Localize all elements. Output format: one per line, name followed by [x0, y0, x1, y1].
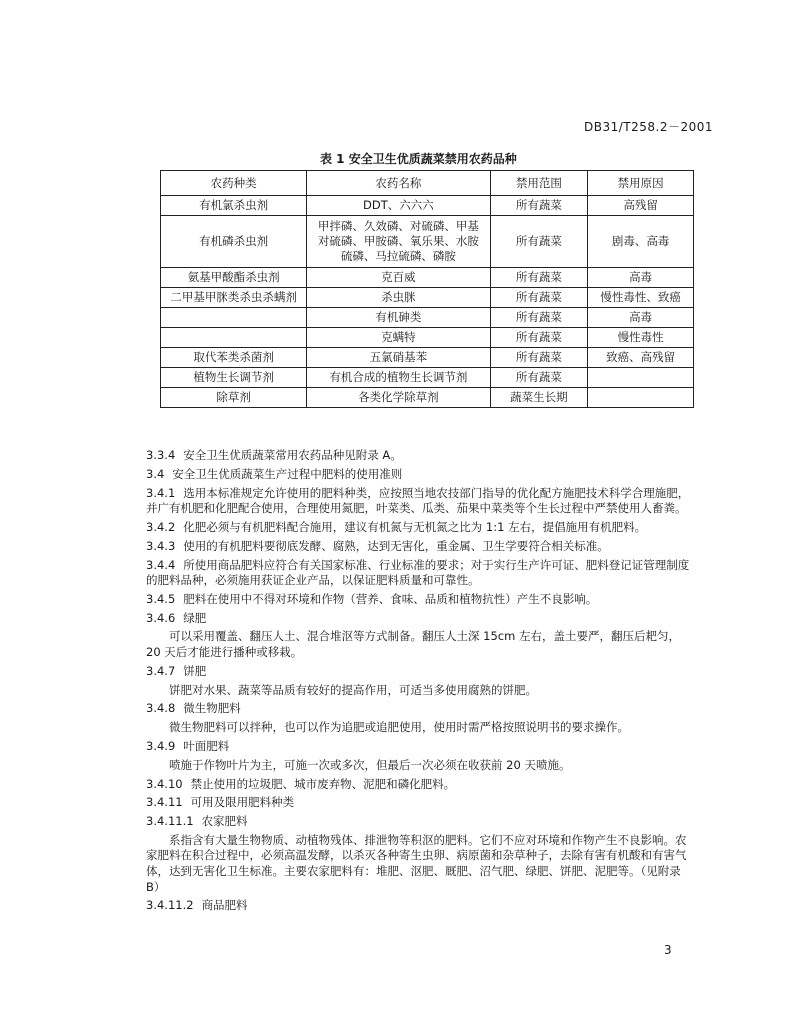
- table-cell: 五氯硝基苯: [307, 348, 490, 368]
- table-cell: 所有蔬菜: [490, 368, 588, 388]
- table-row: [161, 328, 694, 348]
- clause-number: 3.4.1: [146, 485, 176, 500]
- table-cell: 有机砷类: [307, 308, 490, 328]
- clause-3-4-8: [146, 701, 694, 717]
- clause-number: 3.4: [146, 466, 165, 481]
- clause-3-4-3: [146, 539, 694, 555]
- clause-number: 3.4.8: [146, 701, 176, 716]
- clause-3-4-4: [146, 558, 694, 589]
- table-cell: 高毒: [588, 268, 694, 288]
- table-cell: 所有蔬菜: [490, 328, 588, 348]
- table-row: [161, 268, 694, 288]
- header-banned-reason: 禁用原因: [588, 171, 694, 196]
- header-pesticide-type: 农药种类: [161, 171, 307, 196]
- table-cell: 慢性毒性、致癌: [588, 288, 694, 308]
- clause-3-4-11-1: [146, 814, 694, 830]
- clause-3-4-11-2: [146, 898, 694, 914]
- table-title: 表 1 安全卫生优质蔬菜禁用农药品种: [320, 152, 517, 166]
- table-cell: 所有蔬菜: [490, 308, 588, 328]
- paragraph: 喷施于作物叶片为主，可施一次或多次，但最后一次必须在收获前 20 天喷施。: [169, 757, 571, 772]
- table-cell: [588, 388, 694, 408]
- clause-text: 叶面肥料: [183, 738, 230, 753]
- table-cell: 高毒: [588, 308, 694, 328]
- clause-text: 商品肥料: [201, 898, 248, 913]
- clause-3-4-5: [146, 592, 694, 608]
- clause-number: 3.4.10: [146, 776, 183, 791]
- table-cell: 有机合成的植物生长调节剂: [307, 368, 490, 388]
- paragraph: 系指含有大量生物物质、动植物残体、排泄物等积沤的肥料。它们不应对环境和作物产生不良影响。农家肥料在积合过程中，必须高温发酵，以杀灭各种寄生虫卵、病原菌和杂草种子，去除有害有机酸和有害气体，达到无害化卫生标准。主要农家肥料有：堆肥、沤肥、厩肥、沼气肥、绿肥、饼肥、泥肥等。（见附录 B）: [146, 832, 687, 894]
- clause-number: 3.4.11.2: [146, 898, 194, 913]
- clause-number: 3.3.4: [146, 448, 176, 462]
- table-row: [161, 196, 694, 216]
- table-cell: DDT、六六六: [307, 196, 490, 216]
- clause-number: 3.4.6: [146, 610, 176, 625]
- clause-text: 化肥必须与有机肥料配合施用，建议有机氮与无机氮之比为 1:1 左右，提倡施用有机肥料。: [183, 519, 647, 534]
- table-row: [161, 348, 694, 368]
- clause-text: 微生物肥料: [183, 701, 241, 716]
- clause-text: 所使用商品肥料应符合有关国家标准、行业标准的要求；对于实行生产许可证、肥料登记证管理制度的肥料品种，必须施用获证企业产品，以保证肥料质量和可靠性。: [146, 557, 690, 588]
- page-number: 3: [664, 943, 672, 957]
- table-row: [161, 216, 694, 268]
- clause-3-4-2: [146, 520, 694, 536]
- clause-number: 3.4.9: [146, 738, 176, 753]
- table-cell: 甲拌磷、久效磷、对硫磷、甲基对硫磷、甲胺磷、氧乐果、水胺硫磷、马拉硫磷、磷胺: [307, 216, 490, 268]
- table-cell: 所有蔬菜: [490, 348, 588, 368]
- clause-number: 3.4.11.1: [146, 814, 194, 829]
- header-banned-scope: 禁用范围: [490, 171, 588, 196]
- clause-text: 肥料在使用中不得对环境和作物（营养、食味、品质和植物抗性）产生不良影响。: [183, 591, 598, 606]
- clause-number: 3.4.2: [146, 519, 176, 534]
- clause-3-4-7: [146, 664, 694, 680]
- paragraph: 饼肥对水果、蔬菜等品质有较好的提高作用，可适当多使用腐熟的饼肥。: [169, 682, 537, 697]
- table-header-row: [161, 171, 694, 196]
- table-cell: 植物生长调节剂: [161, 368, 307, 388]
- clause-text: 禁止使用的垃圾肥、城市废弃物、泥肥和磷化肥料。: [190, 776, 456, 791]
- table-cell: 各类化学除草剂: [307, 388, 490, 408]
- table-cell: 所有蔬菜: [490, 288, 588, 308]
- clause-text: 选用本标准规定允许使用的肥料种类，应按照当地农技部门指导的优化配方施肥技术科学合理施肥，并广有机肥和化肥配合使用，合理使用氮肥，叶菜类、瓜类、茄果中菜类等个生长过程中严禁使用人畜粪。: [146, 485, 690, 516]
- table-cell: 二甲基甲脒类杀虫杀螨剂: [161, 288, 307, 308]
- clause-3-3-4: [146, 448, 694, 464]
- table-cell: 杀虫脒: [307, 288, 490, 308]
- table-cell: 慢性毒性: [588, 328, 694, 348]
- table-cell: 有机氯杀虫剂: [161, 196, 307, 216]
- table-cell: 高残留: [588, 196, 694, 216]
- table-row: [161, 388, 694, 408]
- clause-text: 安全卫生优质蔬菜常用农药品种见附录 A。: [183, 448, 402, 462]
- clause-number: 3.4.3: [146, 538, 176, 553]
- clause-text: 绿肥: [183, 610, 207, 625]
- clause-3-4-6: [146, 611, 694, 627]
- table-cell: 有机磷杀虫剂: [161, 216, 307, 268]
- table-row: [161, 288, 694, 308]
- table-cell: 所有蔬菜: [490, 216, 588, 268]
- clause-3-4-10: [146, 777, 694, 793]
- clause-text: 使用的有机肥料要彻底发酵、腐熟，达到无害化，重金属、卫生学要符合相关标准。: [183, 538, 609, 553]
- table-cell: 克螨特: [307, 328, 490, 348]
- table-cell: 致癌、高残留: [588, 348, 694, 368]
- table-cell: 氨基甲酸酯杀虫剂: [161, 268, 307, 288]
- table-row: [161, 308, 694, 328]
- table-cell: 所有蔬菜: [490, 196, 588, 216]
- clause-3-4-11: [146, 795, 694, 811]
- clause-text: 饼肥: [183, 663, 207, 678]
- body-text: [146, 448, 694, 917]
- table-cell: 克百威: [307, 268, 490, 288]
- table-cell: [588, 368, 694, 388]
- paragraph: 可以采用覆盖、翻压人土、混合堆沤等方式制备。翻压人土深 15cm 左右，盖土要严，翻压后耙匀，20 天后才能进行播种或移栽。: [146, 629, 680, 660]
- clause-text: 农家肥料: [201, 814, 248, 829]
- table-cell: 所有蔬菜: [490, 268, 588, 288]
- clause-number: 3.4.4: [146, 557, 176, 572]
- clause-3-4: [146, 467, 694, 483]
- banned-pesticides-table: [160, 170, 694, 408]
- table-cell: 蔬菜生长期: [490, 388, 588, 408]
- clause-3-4-9: [146, 739, 694, 755]
- table-cell: [161, 308, 307, 328]
- clause-number: 3.4.5: [146, 591, 176, 606]
- clause-text: 可用及限用肥料种类: [190, 795, 295, 810]
- clause-text: 安全卫生优质蔬菜生产过程中肥料的使用准则: [172, 466, 403, 481]
- table-cell: 剧毒、高毒: [588, 216, 694, 268]
- header-pesticide-name: 农药名称: [307, 171, 490, 196]
- clause-3-4-1: [146, 486, 694, 517]
- clause-number: 3.4.11: [146, 795, 183, 810]
- table-cell: 除草剂: [161, 388, 307, 408]
- document-code: DB31/T258.2－2001: [584, 120, 714, 134]
- clause-number: 3.4.7: [146, 663, 176, 678]
- table-cell: 取代苯类杀菌剂: [161, 348, 307, 368]
- table-row: [161, 368, 694, 388]
- table-cell: [161, 328, 307, 348]
- paragraph: 微生物肥料可以拌种，也可以作为追肥或追肥使用，使用时需严格按照说明书的要求操作。: [169, 720, 629, 735]
